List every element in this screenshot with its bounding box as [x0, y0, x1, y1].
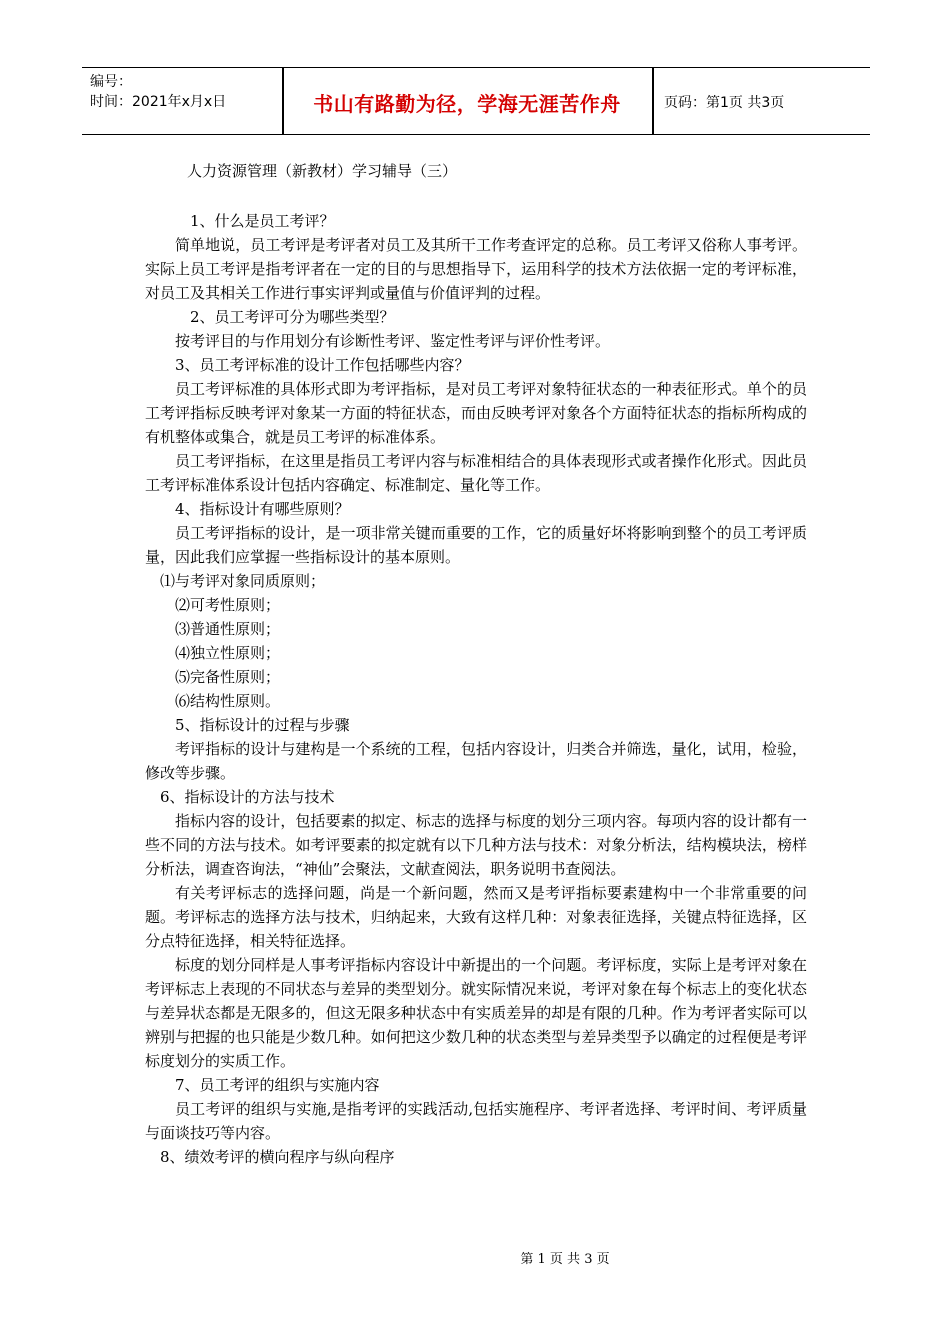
paragraph: 按考评目的与作用划分有诊断性考评、鉴定性考评与评价性考评。: [175, 332, 611, 350]
paragraph: 员工考评指标，在这里是指员工考评内容与标准相结合的具体表现形式或者操作化形式。因此员工考评标准体系设计包括内容确定、标准制定、量化等工作。: [145, 452, 807, 494]
list-item: ⑹结构性原则。: [175, 692, 281, 710]
section-heading: 1、什么是员工考评？: [190, 212, 335, 230]
paragraph: 标度的划分同样是人事考评指标内容设计中新提出的一个问题。考评标度，实际上是考评对象在考评标志上表现的不同状态与差异的类型划分。就实际情况来说，考评对象在每个标志上的变化状态与差异状态都是无限多的，但这无限多种状态中有实质差异的却是有限的几种。作为考评者实际可以辨别与把握的也只能是少数几种。如何把这少数几种的状态类型与差异类型予以确定的过程便是考评标度划分的实质工作。: [145, 956, 807, 1070]
section-heading: 2、员工考评可分为哪些类型？: [190, 308, 395, 326]
list-item: ⑴与考评对象同质原则；: [160, 572, 326, 590]
page-footer: 第 1 页 共 3 页: [520, 1252, 610, 1267]
number-label: 编号：: [90, 74, 132, 90]
section-heading: 4、指标设计有哪些原则？: [175, 500, 350, 518]
paragraph: 有关考评标志的选择问题，尚是一个新问题，然而又是考评指标要素建构中一个非常重要的问题。考评标志的选择方法与技术，归纳起来，大致有这样几种：对象表征选择，关键点特征选择，区分点特征选择，相关特征选择。: [145, 884, 807, 950]
document-header: [82, 67, 870, 135]
header-page-info: 页码：第1页 共3页: [664, 95, 785, 111]
header-divider: [652, 68, 654, 134]
paragraph: 考评指标的设计与建构是一个系统的工程，包括内容设计，归类合并筛选，量化，试用，检验，修改等步骤。: [145, 740, 807, 782]
paragraph: 指标内容的设计，包括要素的拟定、标志的选择与标度的划分三项内容。每项内容的设计都有一些不同的方法与技术。如考评要素的拟定就有以下几种方法与技术：对象分析法，结构模块法，榜样分析法，调查咨询法，“神仙”会聚法，文献查阅法，职务说明书查阅法。: [145, 812, 807, 878]
paragraph: 员工考评指标的设计，是一项非常关键而重要的工作，它的质量好坏将影响到整个的员工考评质量，因此我们应掌握一些指标设计的基本原则。: [145, 524, 807, 566]
header-motto: 书山有路勤为径，学海无涯苦作舟: [313, 91, 621, 116]
section-heading: 8、绩效考评的横向程序与纵向程序: [160, 1148, 395, 1166]
section-heading: 3、员工考评标准的设计工作包括哪些内容？: [175, 356, 470, 374]
time-label: 时间：2021年x月x日: [90, 94, 227, 110]
section-heading: 5、指标设计的过程与步骤: [175, 716, 350, 734]
list-item: ⑷独立性原则；: [175, 644, 281, 662]
section-heading: 7、员工考评的组织与实施内容: [175, 1076, 380, 1094]
paragraph: 简单地说，员工考评是考评者对员工及其所干工作考查评定的总称。员工考评又俗称人事考评。实际上员工考评是指考评者在一定的目的与思想指导下，运用科学的技术方法依据一定的考评标准，对员工及其相关工作进行事实评判或量值与价值评判的过程。: [145, 236, 807, 302]
document-body: [145, 209, 807, 1169]
list-item: ⑶普通性原则；: [175, 620, 281, 638]
list-item: ⑵可考性原则；: [175, 596, 281, 614]
paragraph: 员工考评标准的具体形式即为考评指标，是对员工考评对象特征状态的一种表征形式。单个的员工考评指标反映考评对象某一方面的特征状态，而由反映考评对象各个方面特征状态的指标所构成的有机整体或集合，就是员工考评的标准体系。: [145, 380, 807, 446]
list-item: ⑸完备性原则；: [175, 668, 281, 686]
document-title: 人力资源管理（新教材）学习辅导（三）: [187, 162, 458, 180]
header-meta: [90, 72, 226, 112]
section-heading: 6、指标设计的方法与技术: [160, 788, 335, 806]
paragraph: 员工考评的组织与实施,是指考评的实践活动,包括实施程序、考评者选择、考评时间、考评质量与面谈技巧等内容。: [145, 1100, 807, 1142]
